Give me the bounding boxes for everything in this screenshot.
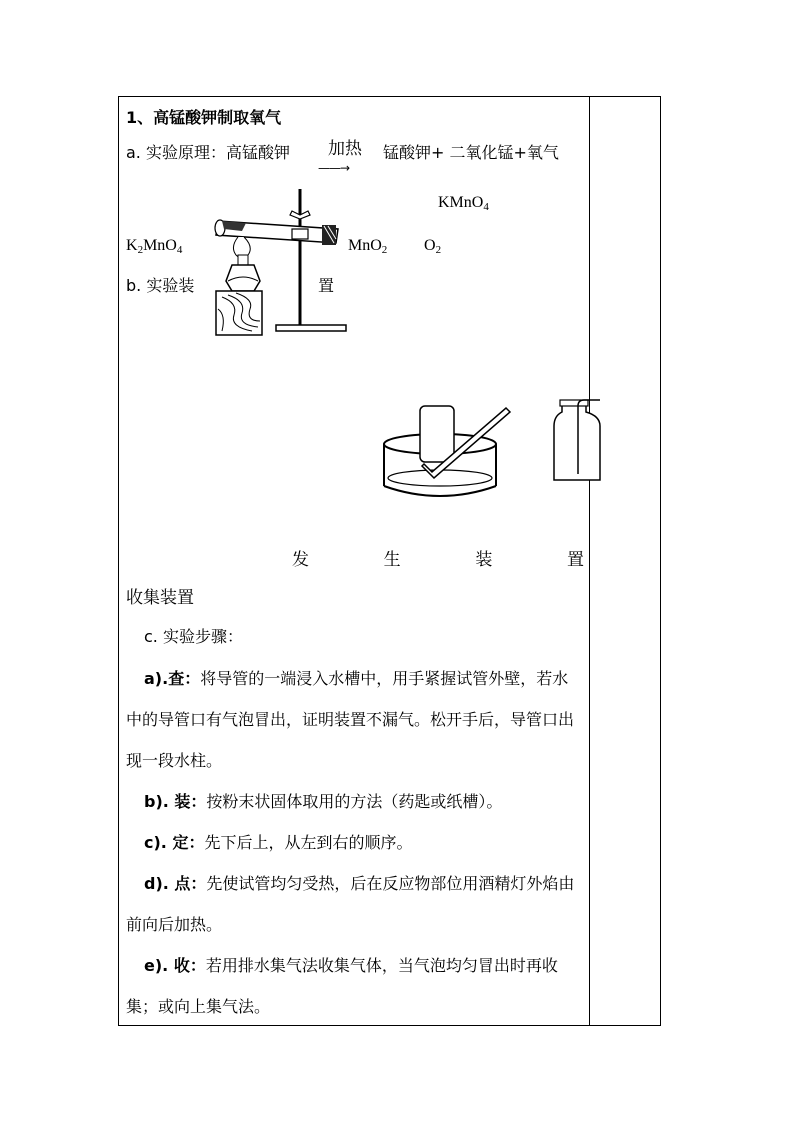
table-column-divider <box>589 96 590 1026</box>
generation-apparatus-label: 发 生 装 置 <box>292 550 584 570</box>
gas-jar-illustration <box>548 396 606 486</box>
principle-label: a. 实验原理：高锰酸钾 <box>126 143 290 162</box>
step-fix: c). 定：先下后上，从左到右的顺序。 <box>144 833 413 852</box>
step-load: b). 装：按粉末状固体取用的方法（药匙或纸槽）。 <box>144 792 503 811</box>
section-title: 1、高锰酸钾制取氧气 <box>126 108 282 127</box>
formula-k2mno4: $K_2MnO_4$ <box>126 237 183 256</box>
step-collect: e). 收：若用排水集气法收集气体，当气泡均匀冒出时再收集；或向上集气法。 <box>126 956 558 1016</box>
step-ignite: d). 点：先使试管均匀受热，后在反应物部位用酒精灯外焰由前向后加热。 <box>126 874 575 934</box>
principle-products: 锰酸钾+ 二氧化锰+氧气 <box>383 143 559 162</box>
step-check: a).查：将导管的一端浸入水槽中，用手紧握试管外壁，若水中的导管口有气泡冒出，证明装置不漏气。松开手后，导管口出现一段水柱。 <box>126 669 575 770</box>
generation-apparatus-illustration <box>208 185 350 340</box>
apparatus-label-part2: 置 <box>318 276 335 295</box>
water-trough-illustration <box>378 402 518 504</box>
steps-heading: c. 实验步骤： <box>144 627 243 646</box>
reaction-condition: 加热 <box>328 139 362 159</box>
formula-mno2: MnO$_2$ <box>348 237 388 256</box>
apparatus-label-part1: b. 实验装 <box>126 276 195 295</box>
formula-kmno4: KMnO$_4$ <box>438 194 489 213</box>
reaction-arrow: ——→ <box>318 161 350 175</box>
formula-o2: $O_2$ <box>424 237 442 256</box>
collection-apparatus-label: 收集装置 <box>126 588 194 608</box>
